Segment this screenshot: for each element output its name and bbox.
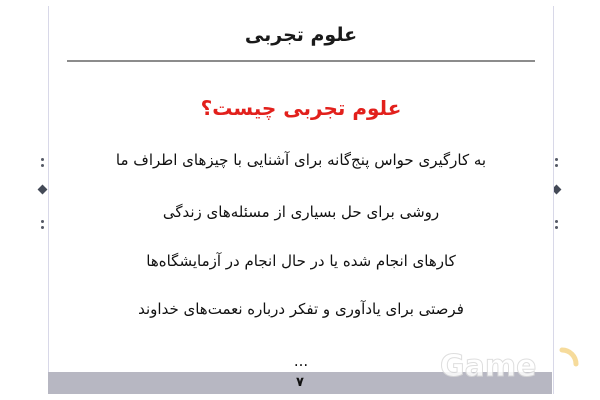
content-line: فرصتی برای یادآوری و تفکر درباره نعمت‌های خداوند	[138, 300, 464, 318]
ornament-dot	[555, 226, 558, 229]
ornament-dot	[555, 158, 558, 161]
ornament-dot	[41, 164, 44, 167]
watermark-text: Game	[440, 349, 537, 384]
content-ellipsis: ...	[293, 352, 309, 370]
content-line: به کارگیری حواس پنج‌گانه برای آشنایی با چیزهای اطراف ما	[115, 151, 487, 169]
ornament-dot	[41, 158, 44, 161]
content-line: روشی برای حل بسیاری از مسئله‌های زندگی	[162, 203, 440, 221]
section-title: علوم تجربی چیست؟	[200, 96, 402, 120]
header-divider	[67, 60, 535, 62]
slide-header-title: علوم تجربی	[244, 24, 358, 46]
ornament-dot	[555, 164, 558, 167]
watermark-logo	[436, 344, 586, 384]
ornament-dot	[555, 220, 558, 223]
ornament-dot	[41, 220, 44, 223]
page-number: ۷	[296, 375, 304, 390]
content-line: کارهای انجام شده یا در حال انجام در آزمایشگاه‌ها	[146, 252, 456, 270]
left-side-ornament	[38, 150, 48, 270]
ornament-dot	[41, 226, 44, 229]
ornament-diamond-icon	[38, 185, 48, 195]
slide-frame	[48, 6, 554, 394]
